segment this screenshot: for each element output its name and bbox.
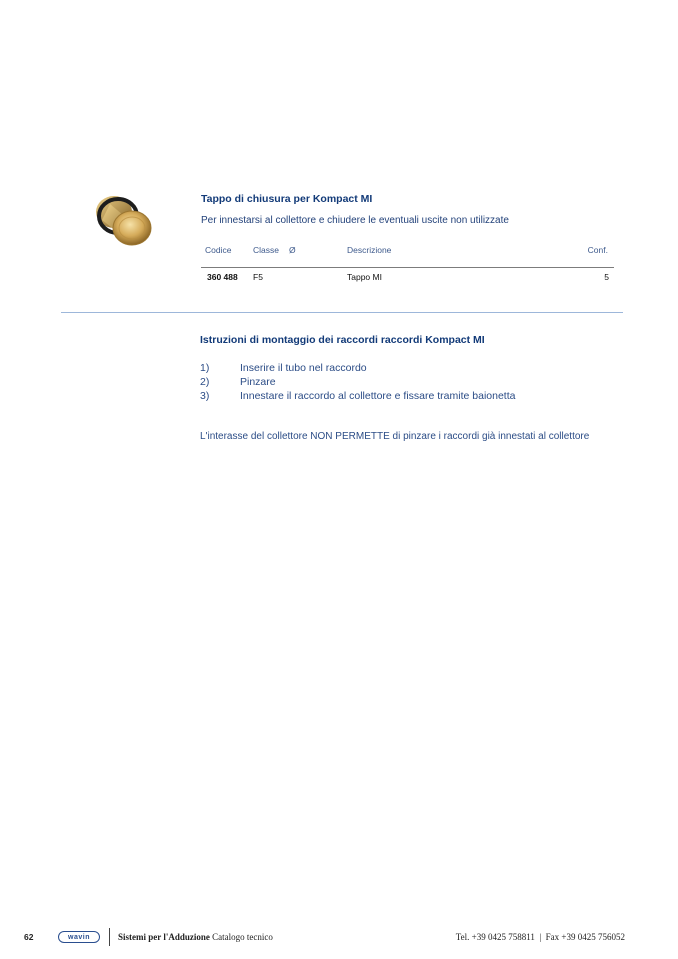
footer-separator xyxy=(109,928,110,946)
contact-info: Tel. +39 0425 758811 | Fax +39 0425 756052 xyxy=(455,932,625,942)
brass-plug-cap-icon xyxy=(92,190,158,250)
step-number: 2) xyxy=(200,376,210,388)
step-number: 3) xyxy=(200,390,210,402)
step-text: Pinzare xyxy=(240,376,276,388)
table-header-rule xyxy=(201,267,614,268)
catalog-title-bold: Sistemi per l'Adduzione xyxy=(118,932,210,942)
catalog-title-rest: Catalogo tecnico xyxy=(212,932,273,942)
list-item xyxy=(200,390,630,404)
section-divider xyxy=(61,312,623,313)
col-header-conf: Conf. xyxy=(587,245,608,255)
cell-conf: 5 xyxy=(604,272,609,282)
col-header-descrizione: Descrizione xyxy=(347,245,392,255)
wavin-logo xyxy=(58,931,100,943)
col-header-diameter: Ø xyxy=(289,245,296,255)
list-item xyxy=(200,362,630,376)
list-item xyxy=(200,376,630,390)
step-number: 1) xyxy=(200,362,210,374)
table-row xyxy=(201,272,614,286)
logo-text: wavin xyxy=(68,933,90,941)
instructions-list xyxy=(200,362,630,404)
interaxis-note: L'interasse del collettore NON PERMETTE di pinzare i raccordi già innestati al collettore xyxy=(200,431,590,442)
product-subtitle: Per innestarsi al collettore e chiudere le eventuali uscite non utilizzate xyxy=(201,215,509,226)
step-text: Inserire il tubo nel raccordo xyxy=(240,362,367,374)
product-image xyxy=(92,190,158,250)
col-header-classe: Classe xyxy=(253,245,279,255)
product-title: Tappo di chiusura per Kompact MI xyxy=(201,193,373,205)
instructions-title: Istruzioni di montaggio dei raccordi raccordi Kompact MI xyxy=(200,334,485,346)
cell-classe: F5 xyxy=(253,272,263,282)
catalog-title xyxy=(118,932,273,942)
page-number: 62 xyxy=(24,932,34,942)
cell-descrizione: Tappo MI xyxy=(347,272,382,282)
col-header-codice: Codice xyxy=(205,245,232,255)
cell-codice: 360 488 xyxy=(207,272,238,282)
step-text: Innestare il raccordo al collettore e fissare tramite baionetta xyxy=(240,390,516,402)
